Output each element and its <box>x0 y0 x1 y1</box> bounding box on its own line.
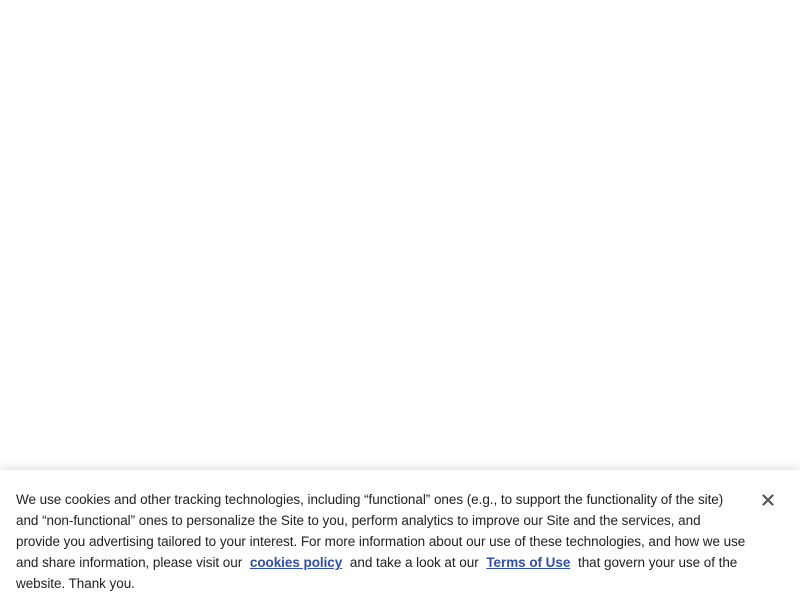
cookie-text-part3: that govern your use of the website. Thank you. <box>16 555 738 591</box>
close-button[interactable] <box>756 490 780 514</box>
close-icon <box>762 493 774 511</box>
cookie-notice-text <box>16 489 746 594</box>
terms-of-use-link[interactable]: Terms of Use <box>486 555 571 570</box>
cookie-banner <box>0 470 800 600</box>
cookies-policy-link[interactable]: cookies policy <box>249 555 343 570</box>
cookie-text-part2: and take a look at our <box>346 555 483 570</box>
cookie-text-part1: We use cookies and other tracking technologies, including “functional” ones (e.g., to support the functionality of the site) and “non-functional” ones to personalize the Site to you, perform analytics to improve our Site and the services, and provide you advertising tailored to your interest. For more information about our use of these technologies, and how we use and share information, please visit our <box>16 492 746 570</box>
